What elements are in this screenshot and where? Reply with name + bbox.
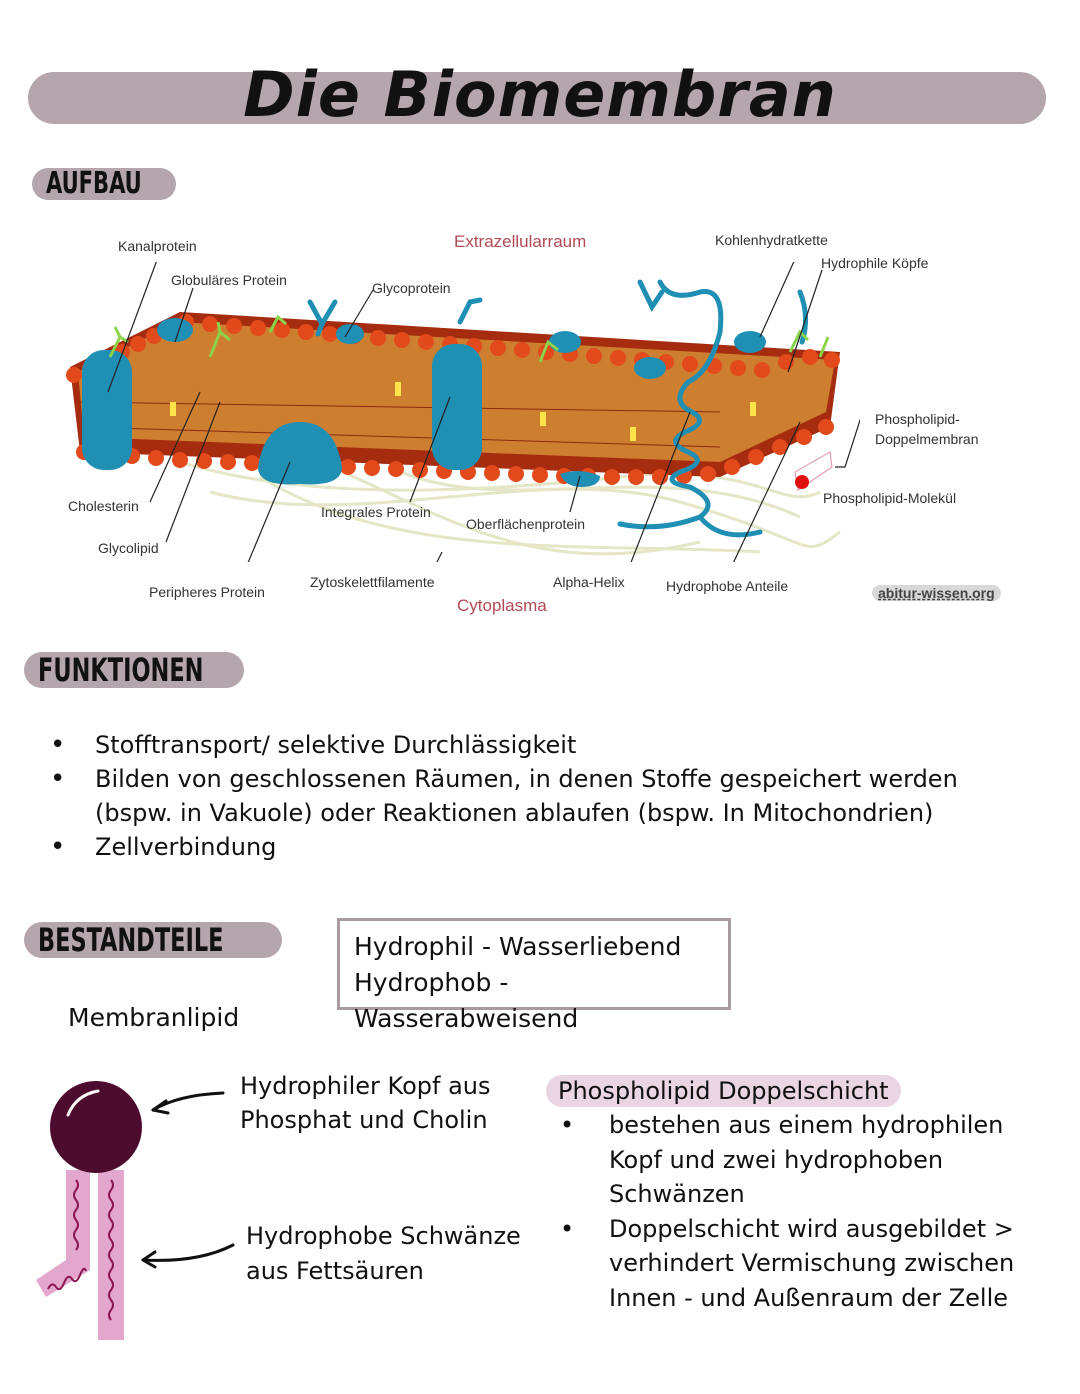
label-doppelmembran-line1: Phospholipid- — [875, 411, 960, 427]
source-credit: abitur-wissen.org — [872, 585, 1001, 601]
lipid-head — [50, 1081, 142, 1173]
list-item: • Doppelschicht wird ausgebildet > verhindert Vermischung zwischen Innen - und Außenraum der Zelle — [560, 1212, 1060, 1316]
label-extrazellularraum: Extrazellularraum — [454, 232, 587, 251]
label-kanalprotein: Kanalprotein — [118, 238, 197, 254]
label-globulaeres-protein: Globuläres Protein — [171, 272, 287, 288]
page-title: Die Biomembran — [243, 58, 837, 131]
doppelschicht-list — [560, 1108, 1060, 1315]
list-item: • Stofftransport/ selektive Durchlässigkeit — [50, 728, 1030, 762]
section-aufbau-label: AUFBAU — [46, 166, 142, 201]
membrane-diagram — [60, 262, 860, 562]
section-funktionen-label: FUNKTIONEN — [38, 651, 204, 689]
label-hydrophobe-anteile: Hydrophobe Anteile — [666, 578, 789, 594]
label-integrales-protein: Integrales Protein — [321, 504, 431, 520]
label-doppelmembran-line2: Doppelmembran — [875, 431, 979, 447]
label-kohlenhydratkette: Kohlenhydratkette — [715, 232, 828, 248]
section-bestandteile — [24, 922, 282, 958]
kopf-line2: Phosphat und Cholin — [240, 1106, 488, 1134]
lipid-tails — [36, 1170, 124, 1340]
kopf-line1: Hydrophiler Kopf aus — [240, 1072, 491, 1100]
funktionen-list — [50, 728, 1030, 864]
label-cholesterin: Cholesterin — [68, 498, 139, 514]
label-peripheres-protein: Peripheres Protein — [149, 584, 265, 600]
legend-hydrophob: Hydrophob - Wasserabweisend — [354, 968, 579, 1033]
label-hydrophile-koepfe: Hydrophile Köpfe — [821, 255, 929, 271]
schwanz-line1: Hydrophobe Schwänze — [246, 1222, 521, 1250]
lipid-molecule-drawing — [28, 1075, 243, 1345]
membranlipid-heading: Membranlipid — [68, 1003, 240, 1032]
label-glycoprotein: Glycoprotein — [372, 280, 451, 296]
label-oberflaechenprotein: Oberflächenprotein — [466, 516, 586, 532]
legend-box — [337, 918, 731, 1033]
doppelschicht-heading: Phospholipid Doppelschicht — [546, 1075, 901, 1107]
label-phospholipid-molekuel: Phospholipid-Molekül — [823, 490, 957, 506]
label-zytoskelettfilamente: Zytoskelettfilamente — [310, 574, 435, 590]
section-aufbau — [32, 168, 176, 200]
list-item: • Bilden von geschlossenen Räumen, in denen Stoffe gespeichert werden (bspw. in Vakuole) oder Reaktionen ablaufen (bspw. In Mitochondrien) — [50, 762, 1030, 830]
phospholipid-molecule-marker — [795, 452, 832, 490]
label-cytoplasma: Cytoplasma — [457, 596, 547, 615]
label-glycolipid: Glycolipid — [98, 540, 159, 556]
section-bestandteile-label: BESTANDTEILE — [38, 921, 224, 959]
arrow-icon — [143, 1093, 233, 1267]
list-item: • bestehen aus einem hydrophilen Kopf und zwei hydrophoben Schwänzen — [560, 1108, 1060, 1212]
section-funktionen — [24, 652, 244, 688]
list-item: • Zellverbindung — [50, 830, 1030, 864]
schwanz-line2: aus Fettsäuren — [246, 1257, 424, 1285]
label-alpha-helix: Alpha-Helix — [553, 574, 625, 590]
legend-hydrophil: Hydrophil - Wasserliebend — [354, 932, 682, 961]
